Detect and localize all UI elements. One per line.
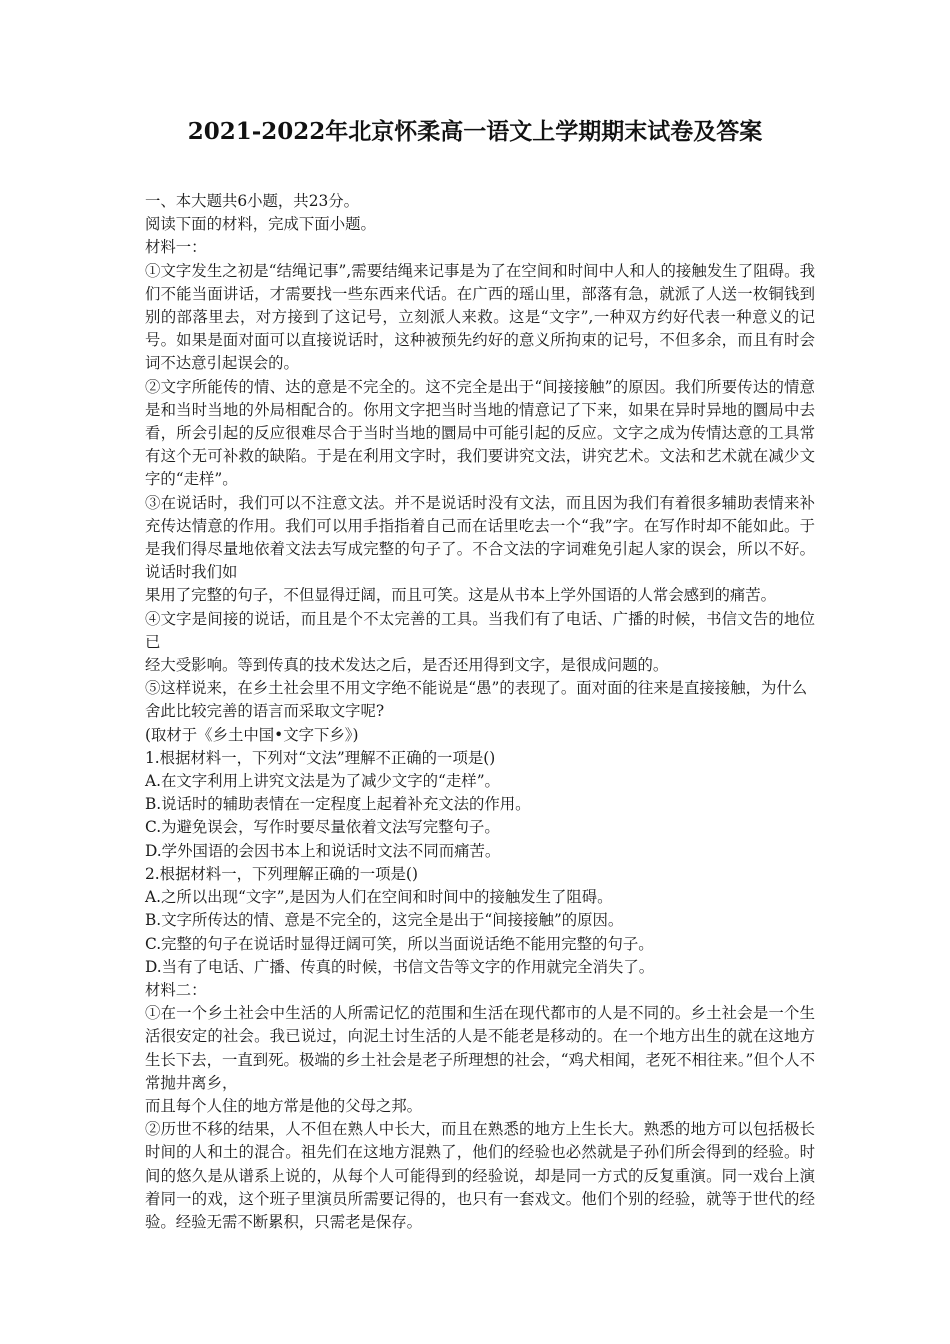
question-2-option-a: A.之所以出现“文字”,是因为人们在空间和时间中的接触发生了阻碍。 xyxy=(145,888,613,907)
material-two-paragraph-1: ①在一个乡土社会中生活的人所需记忆的范围和生活在现代都市的人是不同的。乡土社会是一个生活很安定的社会。我已说过，向泥土讨生活的人是不能老是移动的。在一个地方出生的就在这地方生长下去，一直到死。极端的乡土社会是老子所理想的社会，“鸡犬相闻，老死不相往来。”但个人不常抛井离乡， xyxy=(145,1004,815,1092)
material-two-label: 材料二： xyxy=(145,980,207,999)
question-2: 2.根据材料一，下列理解正确的一项是() xyxy=(145,864,418,883)
question-1-option-d: D.学外国语的会因书本上和说话时文法不同而痛苦。 xyxy=(145,841,501,860)
instruction-line: 阅读下面的材料，完成下面小题。 xyxy=(145,215,376,234)
section-heading: 一、本大题共6小题，共23分。 xyxy=(145,192,360,210)
material-one-paragraph-5: ⑤这样说来，在乡土社会里不用文字绝不能说是“愚”的表现了。面对面的往来是直接接触，为什么 xyxy=(145,679,808,698)
question-1-option-c: C.为避免误会，写作时要尽量依着文法写完整句子。 xyxy=(145,818,500,837)
material-two-paragraph-2: ②历世不移的结果，人不但在熟人中长大，而且在熟悉的地方上生长大。熟悉的地方可以包括极长时间的人和土的混合。祖先们在这地方混熟了，他们的经验也必然就是子孙们所会得到的经验。时间的悠久是从谱系上说的，从每个人可能得到的经验说，却是同一方式的反复重演。同一戏台上演着同一的戏，这个班子里演员所需要记得的，也只有一套戏文。他们个别的经验，就等于世代的经验。经验无需不断累积，只需老是保存。 xyxy=(145,1120,815,1231)
material-one-label: 材料一： xyxy=(145,238,207,257)
material-two-paragraph-1-cont: 而且每个人住的地方常是他的父母之邦。 xyxy=(145,1096,423,1115)
question-2-option-b: B.文字所传达的情、意是不完全的，这完全是出于“间接接触”的原因。 xyxy=(145,911,624,930)
material-one-paragraph-3-cont: 果用了完整的句子，不但显得迂阔，而且可笑。这是从书本上学外国语的人常会感到的痛苦。 xyxy=(145,586,777,605)
material-one-paragraph-2: ②文字所能传的情、达的意是不完全的。这不完全是出于“间接接触”的原因。我们所要传达的情意是和当时当地的外局相配合的。你用文字把当时当地的情意记了下来，如果在异时异地的圜局中去看，所会引起的反应很难尽合于当时当地的圜局中可能引起的反应。文字之成为传情达意的工具常有这个无可补救的缺陷。于是在利用文字时，我们要讲究文法，讲究艺术。文法和艺术就在减少文字的“走样”。 xyxy=(145,377,815,489)
question-1-option-b: B.说话时的辅助表情在一定程度上起着补充文法的作用。 xyxy=(145,795,531,814)
material-one-paragraph-4: ④文字是间接的说话，而且是个不太完善的工具。当我们有了电话、广播的时候，书信文告的地位已 xyxy=(145,609,815,651)
document-body xyxy=(145,190,815,1234)
material-one-paragraph-1: ①文字发生之初是“结绳记事”,需要结绳来记事是为了在空间和时间中人和人的接触发生了阻碍。我们不能当面讲话，才需要找一些东西来代话。在广西的瑶山里，部落有急，就派了人送一枚铜钱到别的部落里去，对方接到了这记号，立刻派人来救。这是“文字”,一种双方约好代表一种意义的记号。如果是面对面可以直接说话时，这种被预先约好的意义所拘束的记号，不但多余，而且有时会词不达意引起误会的。 xyxy=(145,261,815,373)
question-2-option-d: D.当有了电话、广播、传真的时候，书信文告等文字的作用就完全消失了。 xyxy=(145,957,655,976)
material-one-paragraph-5-cont: 舍此比较完善的语言而采取文字呢? xyxy=(145,702,385,721)
material-one-paragraph-4-cont: 经大受影响。等到传真的技术发达之后，是否还用得到文字，是很成问题的。 xyxy=(145,656,669,675)
material-one-paragraph-3: ③在说话时，我们可以不注意文法。并不是说话时没有文法，而且因为我们有着很多辅助表情来补充传达情意的作用。我们可以用手指指着自己而在话里吃去一个“我”字。在写作时却不能如此。于是我们得尽量地依着文法去写成完整的句子了。不合文法的字词难免引起人家的误会，所以不好。说话时我们如 xyxy=(145,493,815,582)
question-1-option-a: A.在文字利用上讲究文法是为了减少文字的“走样”。 xyxy=(145,772,500,791)
source-citation: (取材于《乡土中国•文字下乡》) xyxy=(145,725,359,744)
document-title: 2021-2022年北京怀柔高一语文上学期期末试卷及答案 xyxy=(187,118,763,145)
question-1: 1.根据材料一，下列对“文法”理解不正确的一项是() xyxy=(145,748,496,767)
question-2-option-c: C.完整的句子在说话时显得迂阔可笑，所以当面说话绝不能用完整的句子。 xyxy=(145,934,654,953)
